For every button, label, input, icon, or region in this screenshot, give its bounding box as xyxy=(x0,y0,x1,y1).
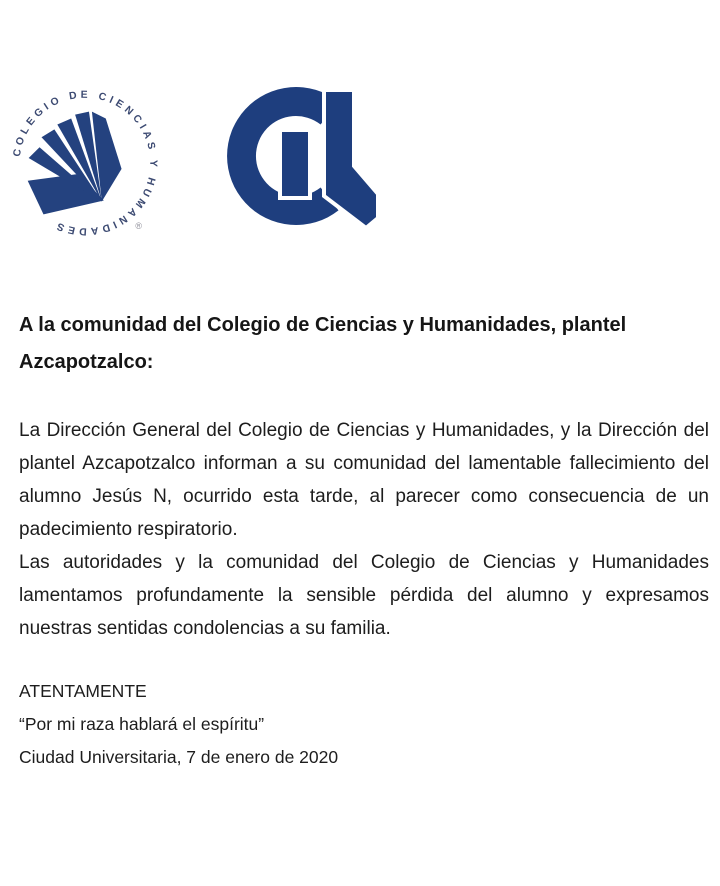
salutation: A la comunidad del Colegio de Ciencias y Humanidades, plantel Azcapotzalco: xyxy=(19,314,627,373)
registered-mark: ® xyxy=(135,221,142,232)
seal-book-icon xyxy=(28,112,122,215)
closing-block xyxy=(19,675,709,774)
letter-body xyxy=(19,307,709,774)
cch-monogram-shapes xyxy=(227,87,378,228)
paragraph-condolences: Las autoridades y la comunidad del Colegio de Ciencias y Humanidades lamentamos profundamente la sensible pérdida del alumno y expresamos nuestras sentidas condolencias a su familia. xyxy=(19,552,709,639)
closing-word: ATENTAMENTE xyxy=(19,681,147,701)
paragraph-announcement: La Dirección General del Colegio de Ciencias y Humanidades, y la Dirección del plantel Azcapotzalco informan a su comunidad del lamentable fallecimiento del alumno Jesús N, ocurrido esta tarde, al parecer como consecuencia de un padecimiento respiratorio. xyxy=(19,420,709,540)
dateline: Ciudad Universitaria, 7 de enero de 2020 xyxy=(19,747,339,767)
motto: “Por mi raza hablará el espíritu” xyxy=(19,714,265,734)
cch-monogram-icon xyxy=(224,84,404,238)
seal-ring-text: COLEGIO DE CIENCIAS Y HUMANIDADES xyxy=(11,89,159,237)
cch-seal-icon xyxy=(1,79,169,247)
